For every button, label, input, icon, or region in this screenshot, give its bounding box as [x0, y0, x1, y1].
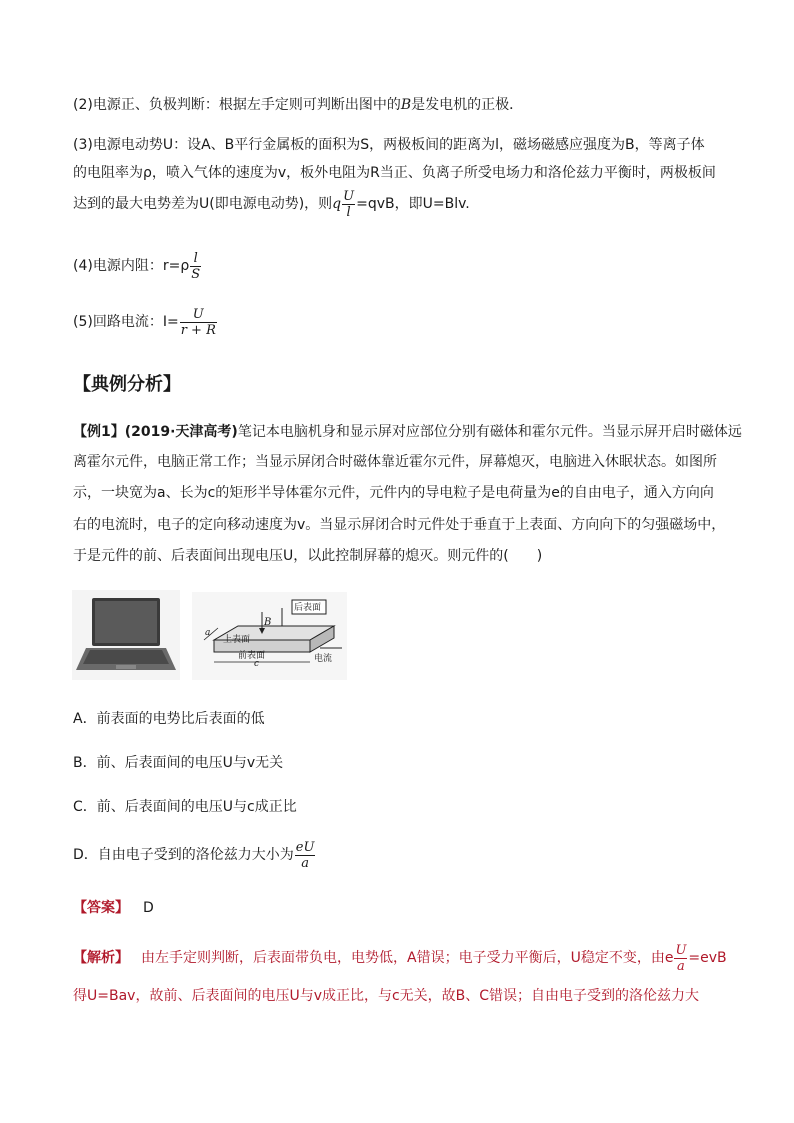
- example-line-4: 右的电流时，电子的定向移动速度为v。当显示屏闭合时元件处于垂直于上表面、方向向下的匀强磁场中，: [73, 517, 726, 533]
- laptop-image: [72, 590, 180, 680]
- a-label: a: [205, 628, 211, 638]
- option-a: A．前表面的电势比后表面的低: [73, 711, 265, 727]
- answer-value: D: [143, 900, 154, 916]
- hall-element-diagram: [192, 592, 347, 680]
- c-label: c: [254, 659, 260, 669]
- section-title: 【典例分析】: [73, 374, 181, 395]
- fraction-eu-over-a: $\frac{eU}{a}$: [295, 839, 315, 871]
- fraction-l-over-s: $\frac{l}{S}$: [191, 250, 201, 282]
- example-line-3: 示，一块宽为a、长为c的矩形半导体霍尔元件，元件内的导电粒子是电荷量为e的自由电子，通入方向向: [73, 485, 714, 501]
- paragraph-3-line-1: (3)电源电动势U：设A、B平行金属板的面积为S，两极板间的距离为l，磁场磁感应强度为B，等离子体: [73, 137, 705, 153]
- option-b: B．前、后表面间的电压U与v无关: [73, 755, 284, 771]
- paragraph-4: (4)电源内阻：r=ρ $\frac{l}{S}$: [73, 250, 201, 282]
- answer-label: 【答案】: [73, 900, 129, 916]
- analysis-line-1: 【解析】 由左手定则判断，后表面带负电，电势低，A错误；电子受力平衡后，U稳定不变，由e $\frac{U}{a}$ =evB: [73, 942, 727, 974]
- current-label: 电流: [314, 654, 333, 664]
- paragraph-3-line-2: 的电阻率为ρ，喷入气体的速度为v，板外电阻为R当正、负离子所受电场力和洛伦兹力平衡时，两极板间: [73, 165, 716, 181]
- option-d: D．自由电子受到的洛伦兹力大小为 $\frac{eU}{a}$: [73, 839, 315, 871]
- answer-line: [73, 898, 154, 918]
- analysis-label: 【解析】: [73, 950, 129, 966]
- option-c: C．前、后表面间的电压U与c成正比: [73, 799, 297, 815]
- paragraph-5: (5)回路电流：I= $\frac{U}{r + R}$: [73, 306, 216, 338]
- fraction-u-over-a: $\frac{U}{a}$: [675, 942, 687, 974]
- paragraph-3-line-3: 达到的最大电势差为U(即电源电动势)，则q $\frac{U}{l}$ =qvB，即U=Blv.: [73, 188, 470, 220]
- b-label: B: [264, 617, 272, 628]
- top-surface-label: 上表面: [223, 635, 251, 645]
- fraction-u-over-r-plus-r: $\frac{U}{r + R}$: [180, 306, 216, 338]
- example-line-2: 离霍尔元件，电脑正常工作；当显示屏闭合时磁体靠近霍尔元件，屏幕熄灭，电脑进入休眠状态。如图所: [73, 454, 717, 470]
- back-surface-label: 后表面: [294, 603, 322, 613]
- fraction-u-over-l: $\frac{U}{l}$: [343, 188, 355, 220]
- front-surface-label: 前表面: [238, 651, 266, 661]
- example-line-5: 于是元件的前、后表面间出现电压U，以此控制屏幕的熄灭。则元件的( ): [73, 548, 543, 564]
- paragraph-2: (2)电源正、负极判断：根据左手定则可判断出图中的B是发电机的正极．: [73, 97, 524, 113]
- example-line-1: 【例1】(2019·天津高考)笔记本电脑机身和显示屏对应部位分别有磁体和霍尔元件。当显示屏开启时磁体远: [73, 424, 742, 440]
- analysis-line-2: 得U=Bav，故前、后表面间的电压U与v成正比，与c无关，故B、C错误；自由电子受到的洛伦兹力大: [73, 988, 700, 1004]
